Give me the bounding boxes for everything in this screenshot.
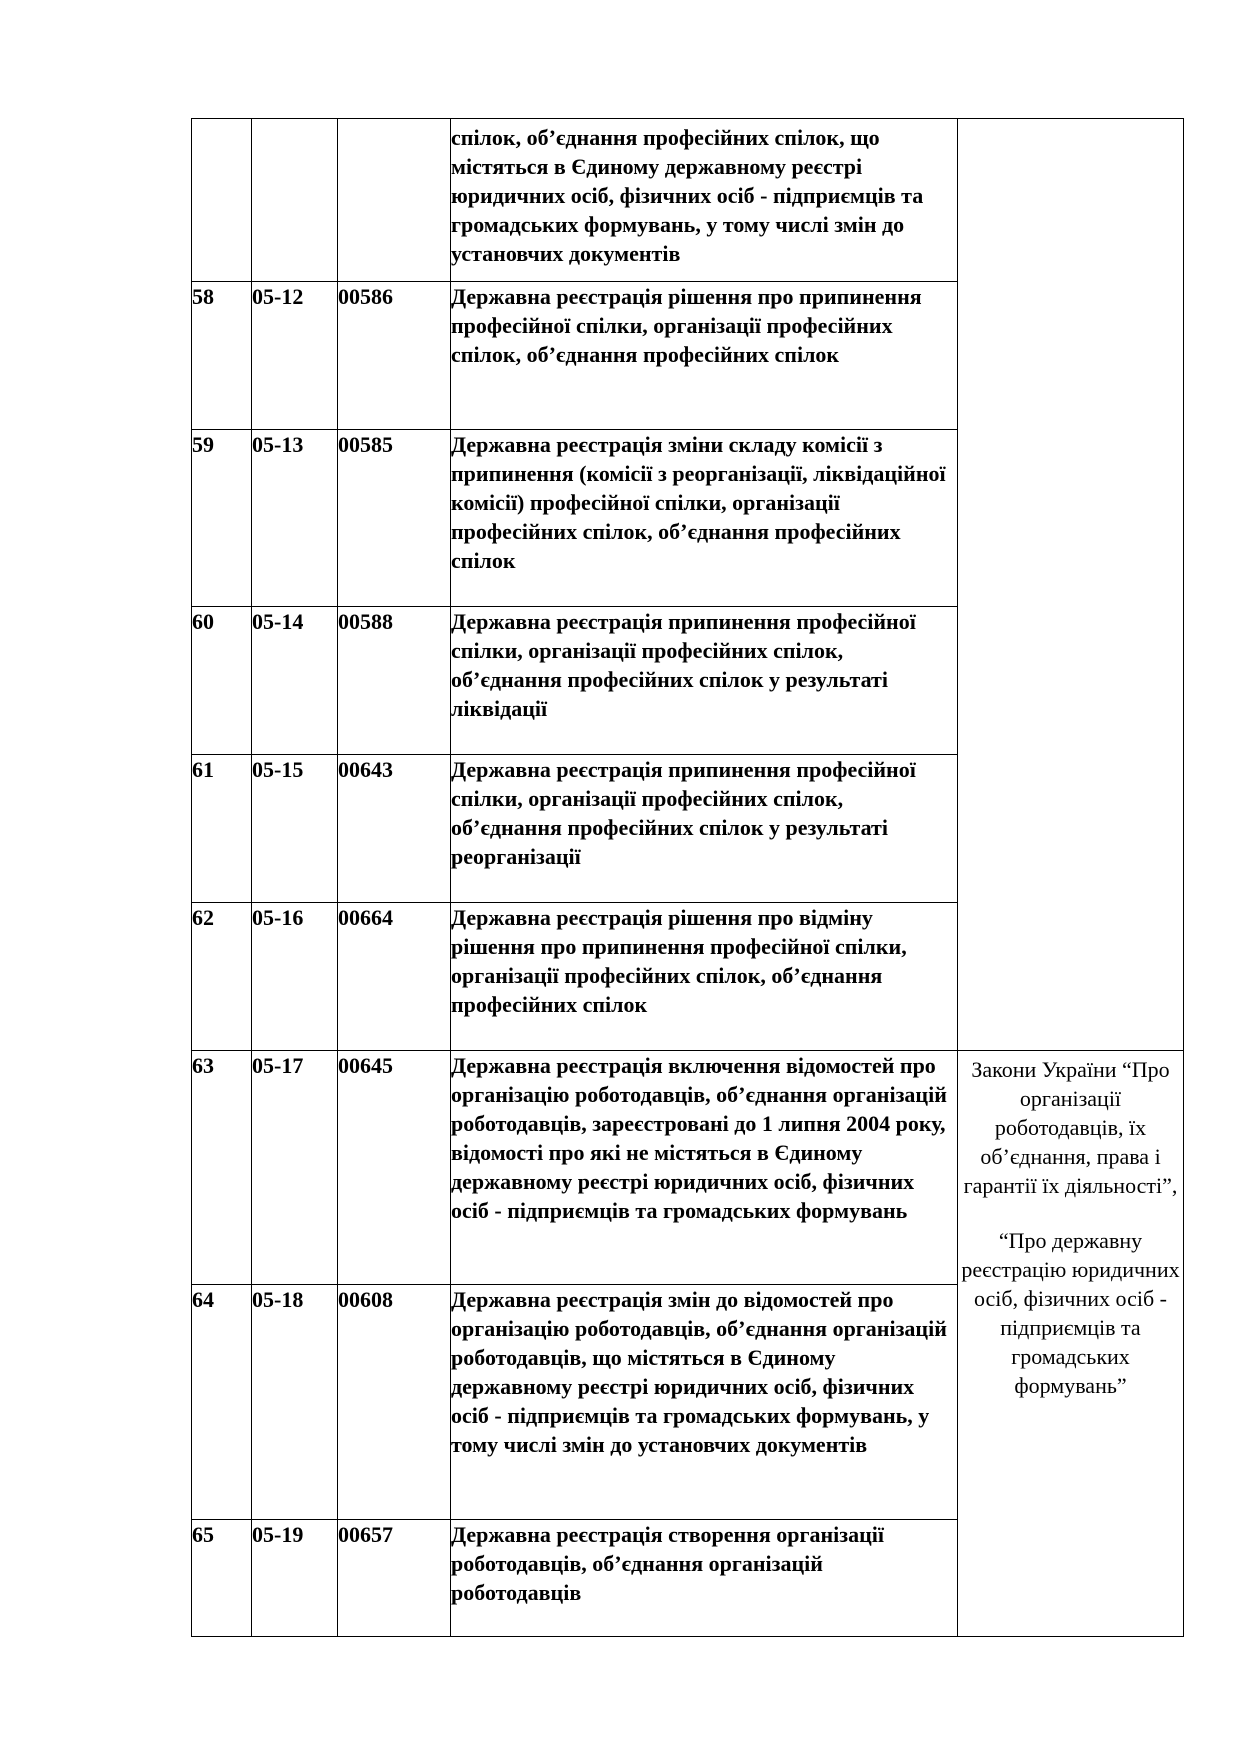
services-table — [191, 118, 1184, 1637]
row-number: 63 — [192, 1051, 252, 1285]
row-description: Державна реєстрація змін до відомостей про організацію роботодавців, об’єднання організацій роботодавців, що містяться в Єдиному державному реєстрі юридичних осіб, фізичних осіб - підприємців та громадських формувань, у тому числі змін до установчих документів — [451, 1285, 958, 1520]
row-description: Державна реєстрація рішення про відміну рішення про припинення професійної спілки, організації професійних спілок, об’єднання професійних спілок — [451, 903, 958, 1051]
row-service-id: 00586 — [338, 282, 451, 430]
row-number: 62 — [192, 903, 252, 1051]
row-code: 05-19 — [252, 1520, 338, 1637]
row-number: 59 — [192, 430, 252, 607]
law-cell-empty — [958, 119, 1184, 1051]
row-service-id: 00608 — [338, 1285, 451, 1520]
row-code: 05-13 — [252, 430, 338, 607]
row-code: 05-15 — [252, 755, 338, 903]
row-code: 05-18 — [252, 1285, 338, 1520]
row-service-id: 00645 — [338, 1051, 451, 1285]
row-service-id: 00657 — [338, 1520, 451, 1637]
row-code: 05-16 — [252, 903, 338, 1051]
row-number: 61 — [192, 755, 252, 903]
row-description: спілок, об’єднання професійних спілок, що містяться в Єдиному державному реєстрі юридичних осіб, фізичних осіб - підприємців та громадських формувань, у тому числі змін до установчих документів — [451, 119, 958, 282]
row-code: 05-17 — [252, 1051, 338, 1285]
table-row — [192, 119, 1184, 282]
law-reference-employers: Закони України “Про організації роботодавців, їх об’єднання, права і гарантії їх діяльності”, — [963, 1057, 1178, 1198]
row-number: 65 — [192, 1520, 252, 1637]
row-service-id — [338, 119, 451, 282]
law-cell — [958, 1051, 1184, 1637]
row-number: 60 — [192, 607, 252, 755]
row-number: 58 — [192, 282, 252, 430]
law-reference-registration: “Про державну реєстрацію юридичних осіб, фізичних осіб - підприємців та громадських формувань” — [961, 1228, 1180, 1398]
row-code: 05-14 — [252, 607, 338, 755]
row-code — [252, 119, 338, 282]
row-service-id: 00585 — [338, 430, 451, 607]
row-description: Державна реєстрація включення відомостей про організацію роботодавців, об’єднання організацій роботодавців, зареєстровані до 1 липня 2004 року, відомості про які не містяться в Єдиному державному реєстрі юридичних осіб, фізичних осіб - підприємців та громадських формувань — [451, 1051, 958, 1285]
row-description: Державна реєстрація створення організації роботодавців, об’єднання організацій роботодавців — [451, 1520, 958, 1637]
row-description: Державна реєстрація припинення професійної спілки, організації професійних спілок, об’єднання професійних спілок у результаті реорганізації — [451, 755, 958, 903]
row-description: Державна реєстрація рішення про припинення професійної спілки, організації професійних спілок, об’єднання професійних спілок — [451, 282, 958, 430]
row-number: 64 — [192, 1285, 252, 1520]
row-service-id: 00643 — [338, 755, 451, 903]
row-code: 05-12 — [252, 282, 338, 430]
row-service-id: 00588 — [338, 607, 451, 755]
row-number — [192, 119, 252, 282]
row-service-id: 00664 — [338, 903, 451, 1051]
row-description: Державна реєстрація зміни складу комісії з припинення (комісії з реорганізації, ліквідаційної комісії) професійної спілки, організації професійних спілок, об’єднання професійних спілок — [451, 430, 958, 607]
row-description: Державна реєстрація припинення професійної спілки, організації професійних спілок, об’єднання професійних спілок у результаті ліквідації — [451, 607, 958, 755]
table-row — [192, 1051, 1184, 1285]
